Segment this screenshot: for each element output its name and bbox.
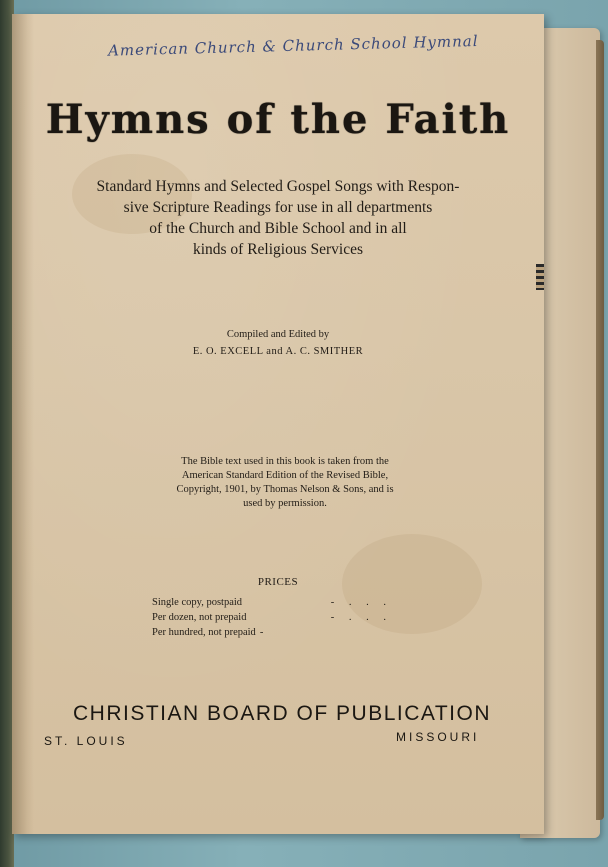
bible-text-note [140,455,430,511]
bible-note-line: The Bible text used in this book is taken from the [181,456,389,467]
page-tab-marker [536,264,544,290]
price-leader-dots: - [259,627,270,638]
price-row [152,610,392,625]
price-list [152,595,392,640]
book-cover-edge [596,40,604,820]
price-row [152,595,392,610]
compiled-by-block [12,326,544,360]
editors-names: E. O. EXCELL and A. C. SMITHER [192,346,364,357]
price-row [152,625,392,640]
subtitle-line: kinds of Religious Services [192,241,364,258]
book-title: Hymns of the Faith [45,96,511,143]
book-subtitle [62,176,494,260]
title-page [12,14,544,834]
compiled-label: Compiled and Edited by [226,329,330,340]
subtitle-line: Standard Hymns and Selected Gospel Songs with Respon- [96,178,460,195]
price-leader-dots: - . . . [330,597,392,608]
price-label: Per hundred, not prepaid [152,627,256,638]
price-leader-dots: - . . . [330,612,392,623]
publisher-state: MISSOURI [396,730,480,744]
publisher-name: CHRISTIAN BOARD OF PUBLICATION [73,702,491,725]
prices-heading: PRICES [257,576,299,588]
price-label: Single copy, postpaid [152,597,243,608]
price-label: Per dozen, not prepaid [152,612,247,623]
publisher-city: ST. LOUIS [44,734,128,748]
bible-note-line: Copyright, 1901, by Thomas Nelson & Sons, and is [176,484,394,495]
subtitle-line: sive Scripture Readings for use in all departments [123,199,433,216]
handwritten-inscription: American Church & Church School Hymnal [107,31,479,60]
bible-note-line: used by permission. [243,498,327,509]
subtitle-line: of the Church and Bible School and in all [149,220,407,237]
bible-note-line: American Standard Edition of the Revised Bible, [181,470,389,481]
